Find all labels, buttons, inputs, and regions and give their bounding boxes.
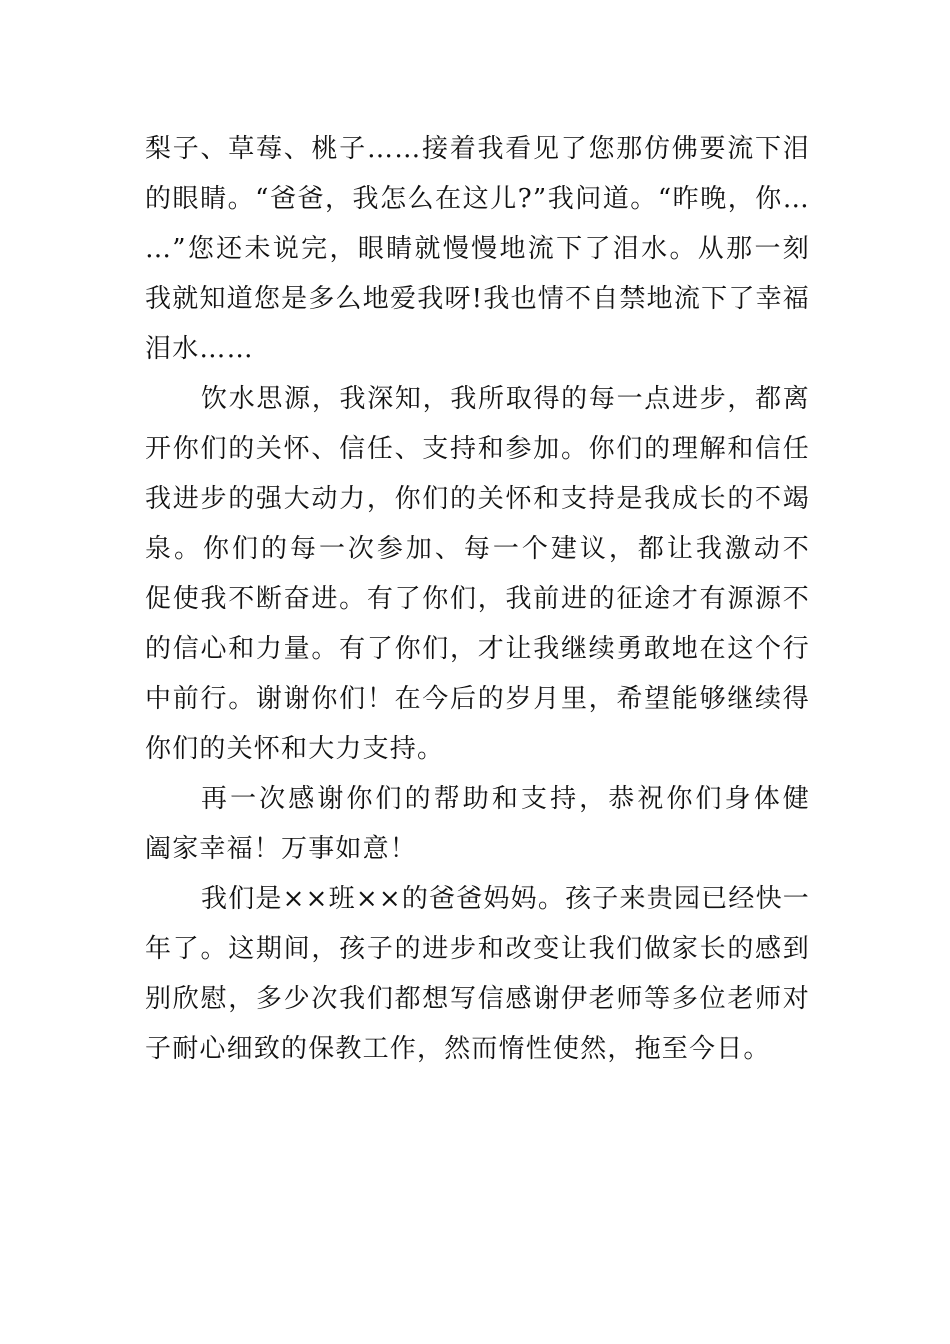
text-line: 开你们的关怀、信任、支持和参加。你们的理解和信任 <box>145 434 810 464</box>
text-line: 你们的关怀和大力支持。 <box>145 734 445 764</box>
text-line: 子耐心细致的保教工作，然而惰性使然，拖至今日。 <box>145 1034 771 1064</box>
text-line: 再一次感谢你们的帮助和支持，恭祝你们身体健 <box>201 784 810 814</box>
text-line: 的眼睛。“爸爸，我怎么在这儿?”我问道。“昨晚，你… <box>145 184 810 214</box>
text-line: …”您还未说完，眼睛就慢慢地流下了泪水。从那一刻 <box>145 234 810 264</box>
text-line: 的信心和力量。有了你们，才让我继续勇敢地在这个行 <box>145 634 810 664</box>
text-line: 我进步的强大动力，你们的关怀和支持是我成长的不竭 <box>145 484 810 514</box>
text-line: 我就知道您是多么地爱我呀!我也情不自禁地流下了幸福 <box>145 284 810 314</box>
text-line: 泉。你们的每一次参加、每一个建议，都让我激动不 <box>145 534 810 564</box>
body-text <box>145 124 810 1074</box>
text-line: 别欣慰，多少次我们都想写信感谢伊老师等多位老师对 <box>145 984 810 1014</box>
text-line: 阖家幸福！万事如意！ <box>145 834 418 864</box>
text-line: 促使我不断奋进。有了你们，我前进的征途才有源源不 <box>145 584 810 614</box>
text-line: 年了。这期间，孩子的进步和改变让我们做家长的感到 <box>145 934 810 964</box>
text-line: 中前行。谢谢你们！在今后的岁月里，希望能够继续得 <box>145 684 810 714</box>
text-line: 泪水…… <box>145 334 254 364</box>
text-line: 饮水思源，我深知，我所取得的每一点进步，都离 <box>201 384 810 414</box>
text-line: 我们是××班××的爸爸妈妈。孩子来贵园已经快一 <box>201 884 810 914</box>
text-line: 梨子、草莓、桃子……接着我看见了您那仿佛要流下泪 <box>145 134 810 164</box>
